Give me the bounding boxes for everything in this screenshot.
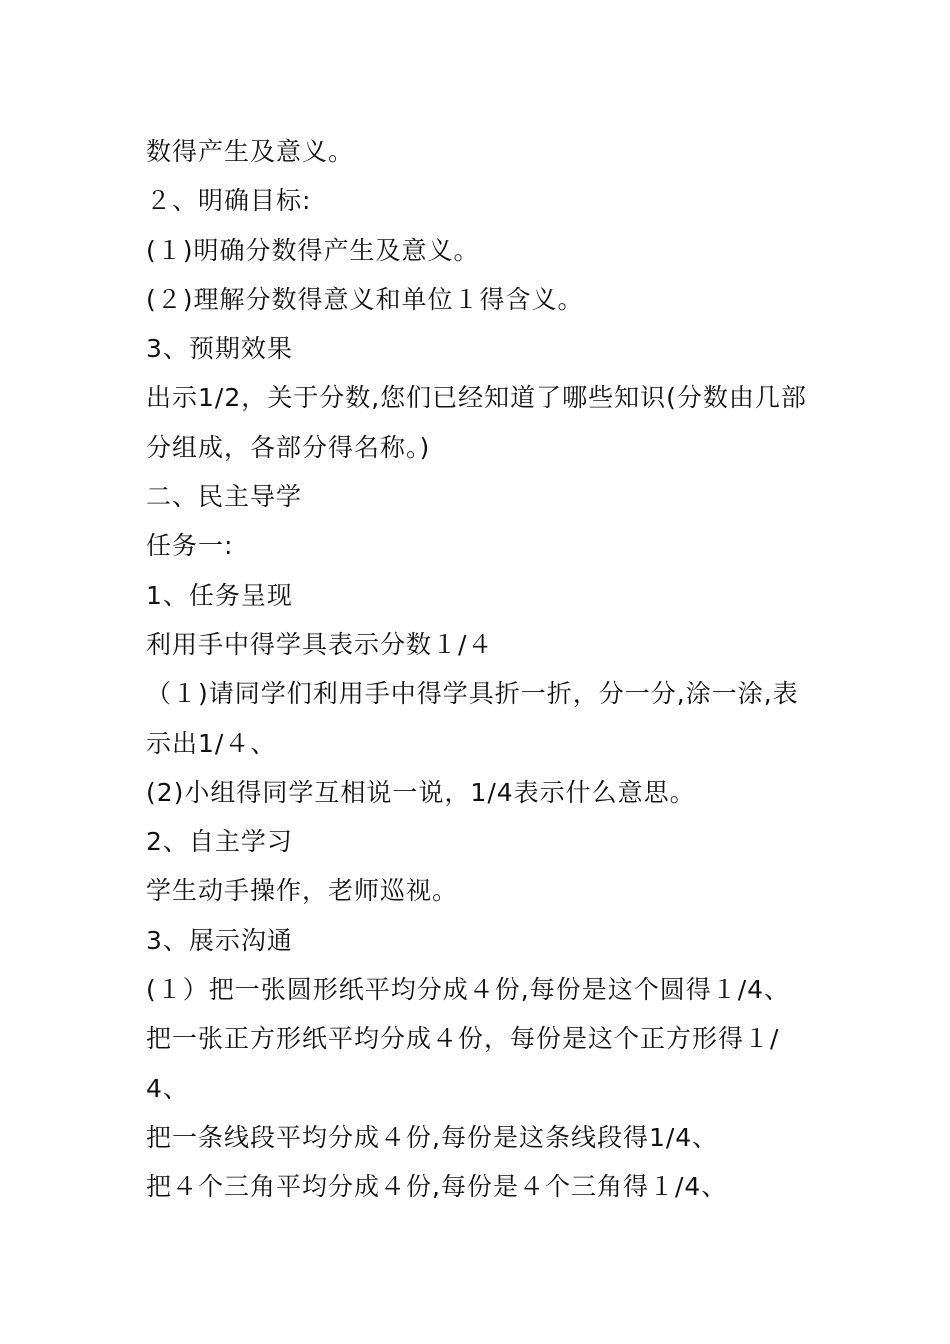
text-line: 示出1/４、 (146, 728, 277, 758)
text-line: 把一张正方形纸平均分成４份，每份是这个正方形得１/ (146, 1024, 780, 1054)
text-line: （１)请同学们利用手中得学具折一折，分一分,涂一涂,表 (146, 679, 799, 709)
section-heading: 任务一: (146, 531, 234, 561)
text-line: 出示1/2，关于分数,您们已经知道了哪些知识(分数由几部 (146, 383, 807, 413)
text-line: (2)小组得同学互相说一说，1/4表示什么意思。 (146, 777, 696, 807)
text-line: 4、 (146, 1073, 189, 1103)
document-body (146, 127, 826, 1212)
text-line: 分组成，各部分得名称。) (146, 432, 431, 462)
text-line: (１）把一张圆形纸平均分成４份,每份是这个圆得１/4、 (146, 975, 791, 1005)
text-line: (１)明确分数得产生及意义。 (146, 235, 480, 265)
text-line: 把一条线段平均分成４份,每份是这条线段得1/4、 (146, 1122, 719, 1152)
section-heading: ２、明确目标: (146, 186, 312, 216)
text-line: 利用手中得学具表示分数１/４ (146, 629, 494, 659)
text-line: (２)理解分数得意义和单位１得含义。 (146, 284, 584, 314)
section-heading: 2、自主学习 (146, 827, 293, 857)
text-line: 学生动手操作，老师巡视。 (146, 876, 459, 906)
section-heading: 3、展示沟通 (146, 925, 293, 955)
section-heading: 3、预期效果 (146, 334, 293, 364)
text-line: 把４个三角平均分成４份,每份是４个三角得１/4、 (146, 1172, 728, 1202)
section-heading: 1、任务呈现 (146, 580, 293, 610)
section-heading: 二、民主导学 (146, 482, 303, 512)
text-line: 数得产生及意义。 (146, 137, 355, 166)
